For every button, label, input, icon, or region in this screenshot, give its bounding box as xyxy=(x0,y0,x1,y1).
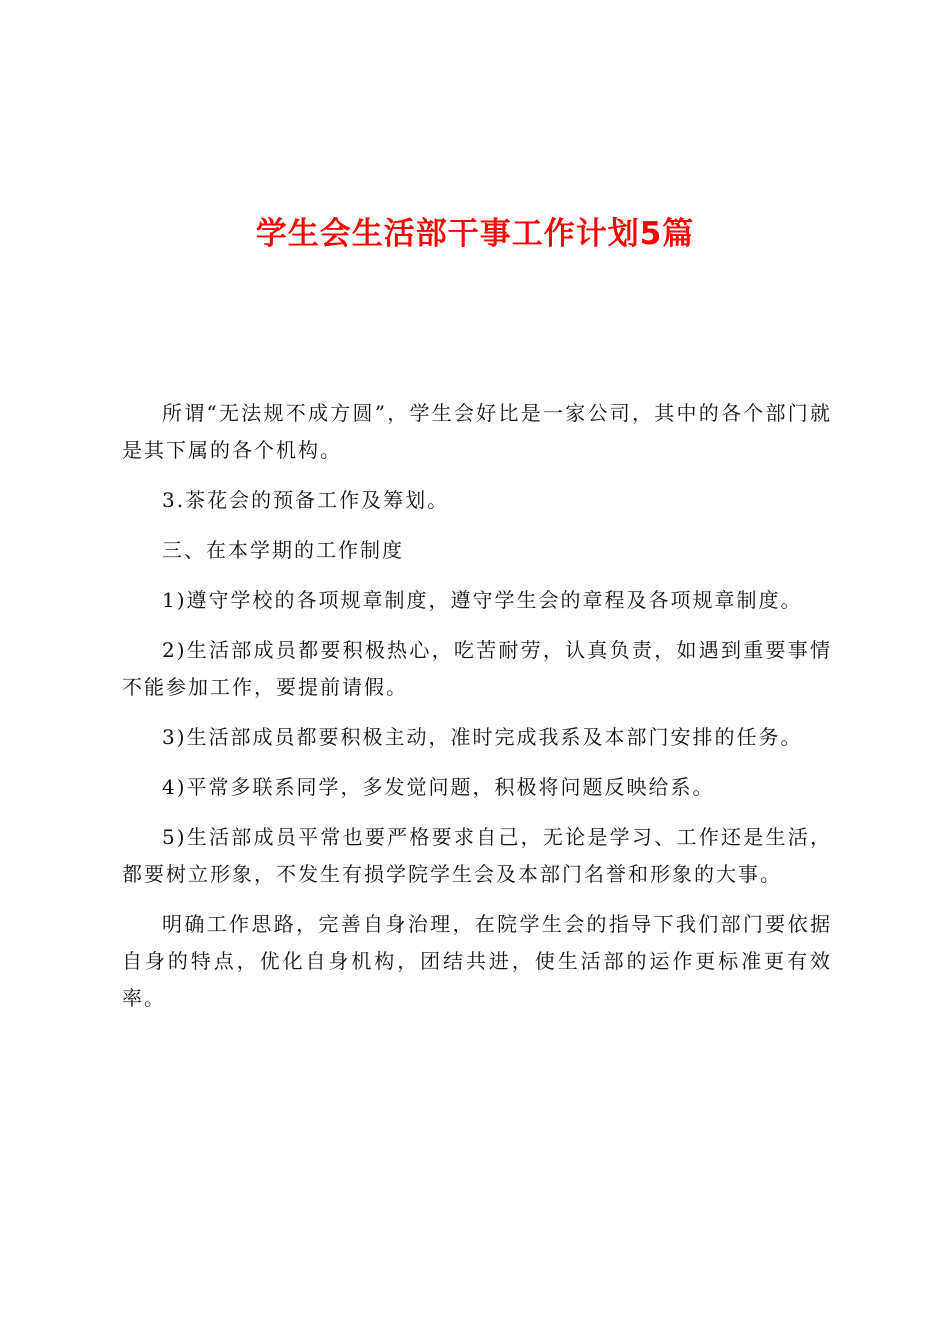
rule-item-4: 4)平常多联系同学，多发觉问题，积极将问题反映给系。 xyxy=(162,775,715,799)
section-heading: 三、在本学期的工作制度 xyxy=(162,538,404,562)
rule-item-2: 2)生活部成员都要积极热心，吃苦耐劳，认真负责，如遇到重要事情不能参加工作，要提前请假。 xyxy=(122,638,832,699)
rule-item-1: 1)遵守学校的各项规章制度，遵守学生会的章程及各项规章制度。 xyxy=(162,588,803,612)
document-title: 学生会生活部干事工作计划5篇 xyxy=(255,216,695,252)
paragraph-intro: 所谓“无法规不成方圆”，学生会好比是一家公司，其中的各个部门就是其下属的各个机构。 xyxy=(122,401,832,462)
document-body xyxy=(122,395,832,1030)
rule-item-5: 5)生活部成员平常也要严格要求自己，无论是学习、工作还是生活，都要树立形象，不发生有损学院学生会及本部门名誉和形象的大事。 xyxy=(122,825,832,886)
paragraph-conclusion: 明确工作思路，完善自身治理，在院学生会的指导下我们部门要依据自身的特点，优化自身机构，团结共进，使生活部的运作更标准更有效率。 xyxy=(122,912,832,1010)
rule-item-3: 3)生活部成员都要积极主动，准时完成我系及本部门安排的任务。 xyxy=(162,725,803,749)
paragraph-item-3: 3.茶花会的预备工作及筹划。 xyxy=(162,488,450,512)
